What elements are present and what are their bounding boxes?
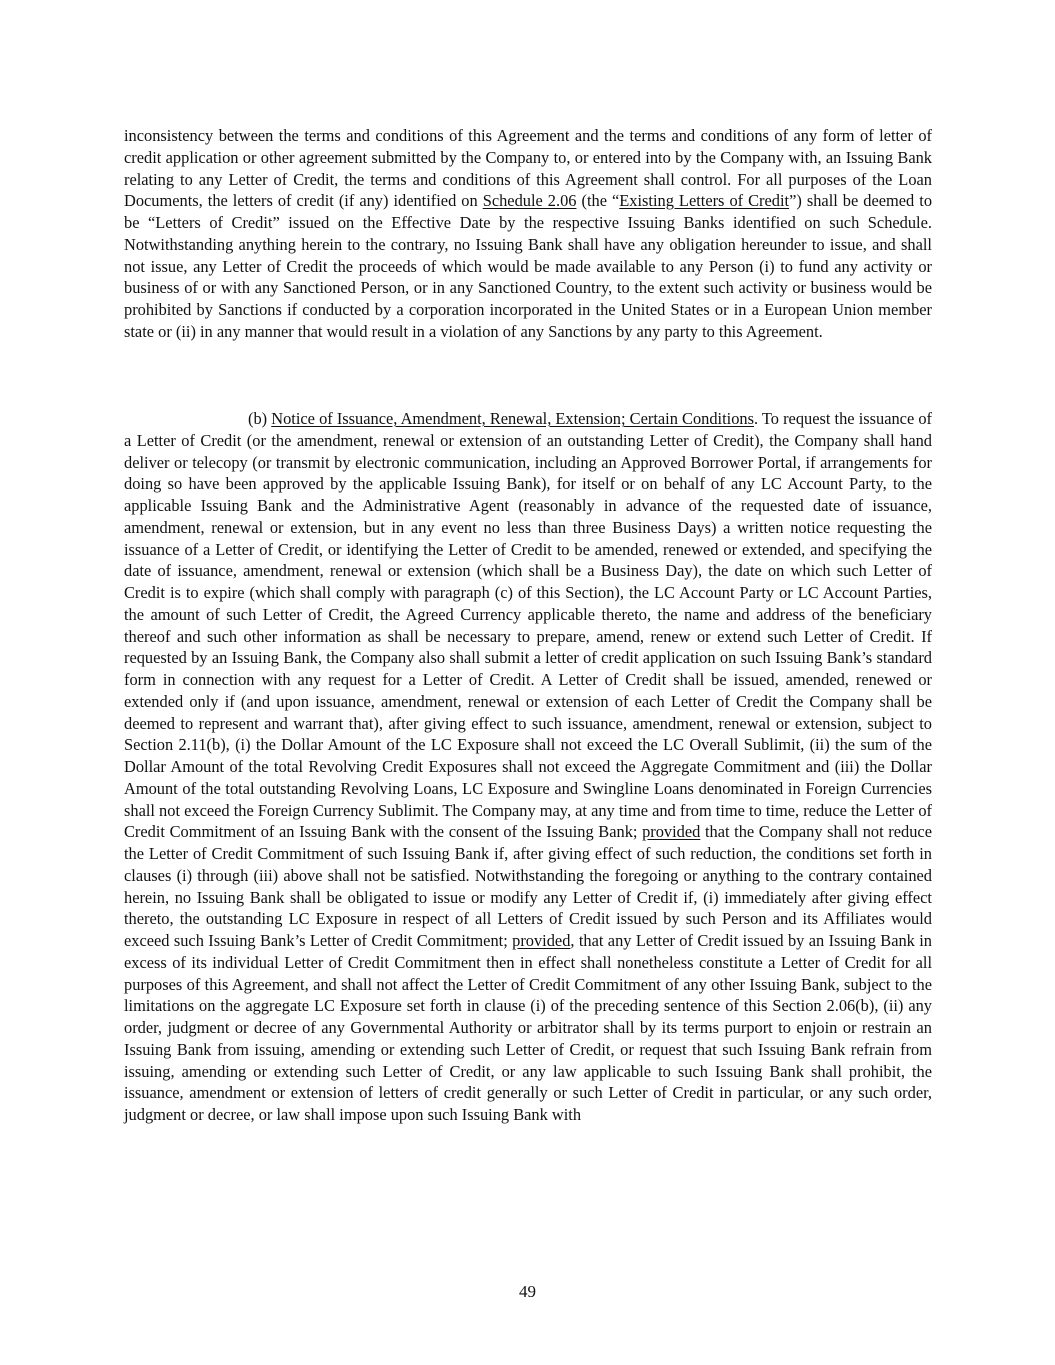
paragraph-2-text-part-2: that the Company shall not reduce the Letter of Credit Commitment of such Issuing Bank if, after giving effect of such reduction, the conditions set forth in clauses (i) through (iii) above shall not be satisfied. Notwithstanding the foregoing or anything to the contrary contained herein, no Issuing Bank shall be obligated to issue or modify any Letter of Credit if, (i) immediately after giving effect thereto, the outstanding LC Exposure in respect of all Letters of Credit issued by such Person and its Affiliates would exceed such Issuing Bank’s Letter of Credit Commitment; <box>124 822 932 950</box>
paragraph-1-text-part-3: ”) shall be deemed to be “Letters of Credit” issued on the Effective Date by the respective Issuing Banks identified on such Schedule. Notwithstanding anything herein to the contrary, no Issuing Bank shall have any obligation hereunder to issue, and shall not issue, any Letter of Credit the proceeds of which would be made available to any Person (i) to fund any activity or business of or with any Sanctioned Person, or in any Sanctioned Country, to the extent such activity or business would be prohibited by Sanctions if conducted by a corporation incorporated in the United States or in a European Union member state or (ii) in any manner that would result in a violation of any Sanctions by any party to this Agreement. <box>124 191 933 341</box>
paragraph-1-text-part-2: (the “ <box>576 191 620 211</box>
defined-term-existing-letters-of-credit: Existing Letters of Credit <box>619 191 790 211</box>
paragraph-notice-of-issuance <box>124 408 932 1126</box>
page-number: 49 <box>519 1282 536 1301</box>
proviso-term: provided <box>642 822 701 842</box>
proviso-term: provided <box>512 931 571 950</box>
paragraph-2-text-part-1: . To request the issuance of a Letter of Credit (or the amendment, renewal or extension of an outstanding Letter of Credit), the Company shall hand deliver or telecopy (or transmit by electronic communication, including an Approved Borrower Portal, if arrangements for doing so have been approved by the applicable Issuing Bank), for itself or on behalf of any LC Account Party, to the applicable Issuing Bank and the Administrative Agent (reasonably in advance of the requested date of issuance, amendment, renewal or extension, but in any event no less than three Business Days) a written notice requesting the issuance of a Letter of Credit, or identifying the Letter of Credit to be amended, renewed or extended, and specifying the date of issuance, amendment, renewal or extension (which shall be a Business Day), the date on which such Letter of Credit is to expire (which shall comply with paragraph (c) of this Section), the LC Account Party or LC Account Parties, the amount of such Letter of Credit, the Agreed Currency applicable thereto, the name and address of the beneficiary thereof and such other information as shall be necessary to prepare, amend, renew or extend such Letter of Credit. If requested by an Issuing Bank, the Company also shall submit a letter of credit application on such Issuing Bank’s standard form in connection with any request for a Letter of Credit. A Letter of Credit shall be issued, amended, renewed or extended only if (and upon issuance, amendment, renewal or extension of each Letter of Credit the Company shall be deemed to represent and warrant that), after giving effect to such issuance, amendment, renewal or extension, subject to Section 2.11(b), (i) the Dollar Amount of the LC Exposure shall not exceed the LC Overall Sublimit, (ii) the sum of the Dollar Amount of the total Revolving Credit Exposures shall not exceed the Aggregate Commitment and (iii) the Dollar Amount of the total outstanding Revolving Loans, LC Exposure and Swingline Loans denominated in Foreign Currencies shall not exceed the Foreign Currency Sublimit. The Company may, at any time and from time to time, reduce the Letter of Credit Commitment of an Issuing Bank with the consent of the Issuing Bank; <box>124 409 933 842</box>
schedule-reference: Schedule 2.06 <box>482 191 577 211</box>
clause-label: (b) <box>248 409 272 428</box>
paragraph-2-text-part-3: , that any Letter of Credit issued by an Issuing Bank in excess of its individual Letter of Credit Commitment then in effect shall nonetheless constitute a Letter of Credit for all purposes of this Agreement, and shall not affect the Letter of Credit Commitment of any other Issuing Bank, subject to the limitations on the aggregate LC Exposure set forth in clause (i) of the preceding sentence of this Section 2.06(b), (ii) any order, judgment or decree of any Governmental Authority or arbitrator shall by its terms purport to enjoin or restrain an Issuing Bank from issuing, amending or extending such Letter of Credit, or request that such Issuing Bank refrain from issuing, amending or extending such Letter of Credit, or any law applicable to such Issuing Bank shall prohibit, the issuance, amendment or extension of letters of credit generally or such Letter of Credit in particular, or any such order, judgment or decree, or law shall impose upon such Issuing Bank with <box>124 931 932 1124</box>
section-heading: Notice of Issuance, Amendment, Renewal, Extension; Certain Conditions <box>271 409 754 428</box>
paragraph-1-text-part-1: inconsistency between the terms and conditions of this Agreement and the terms and conditions of any form of letter of credit application or other agreement submitted by the Company to, or entered into by the Company with, an Issuing Bank relating to any Letter of Credit, the terms and conditions of this Agreement shall control. For all purposes of the Loan Documents, the letters of credit (if any) identified on <box>124 126 932 211</box>
paragraph-existing-letters-of-credit <box>124 125 932 343</box>
